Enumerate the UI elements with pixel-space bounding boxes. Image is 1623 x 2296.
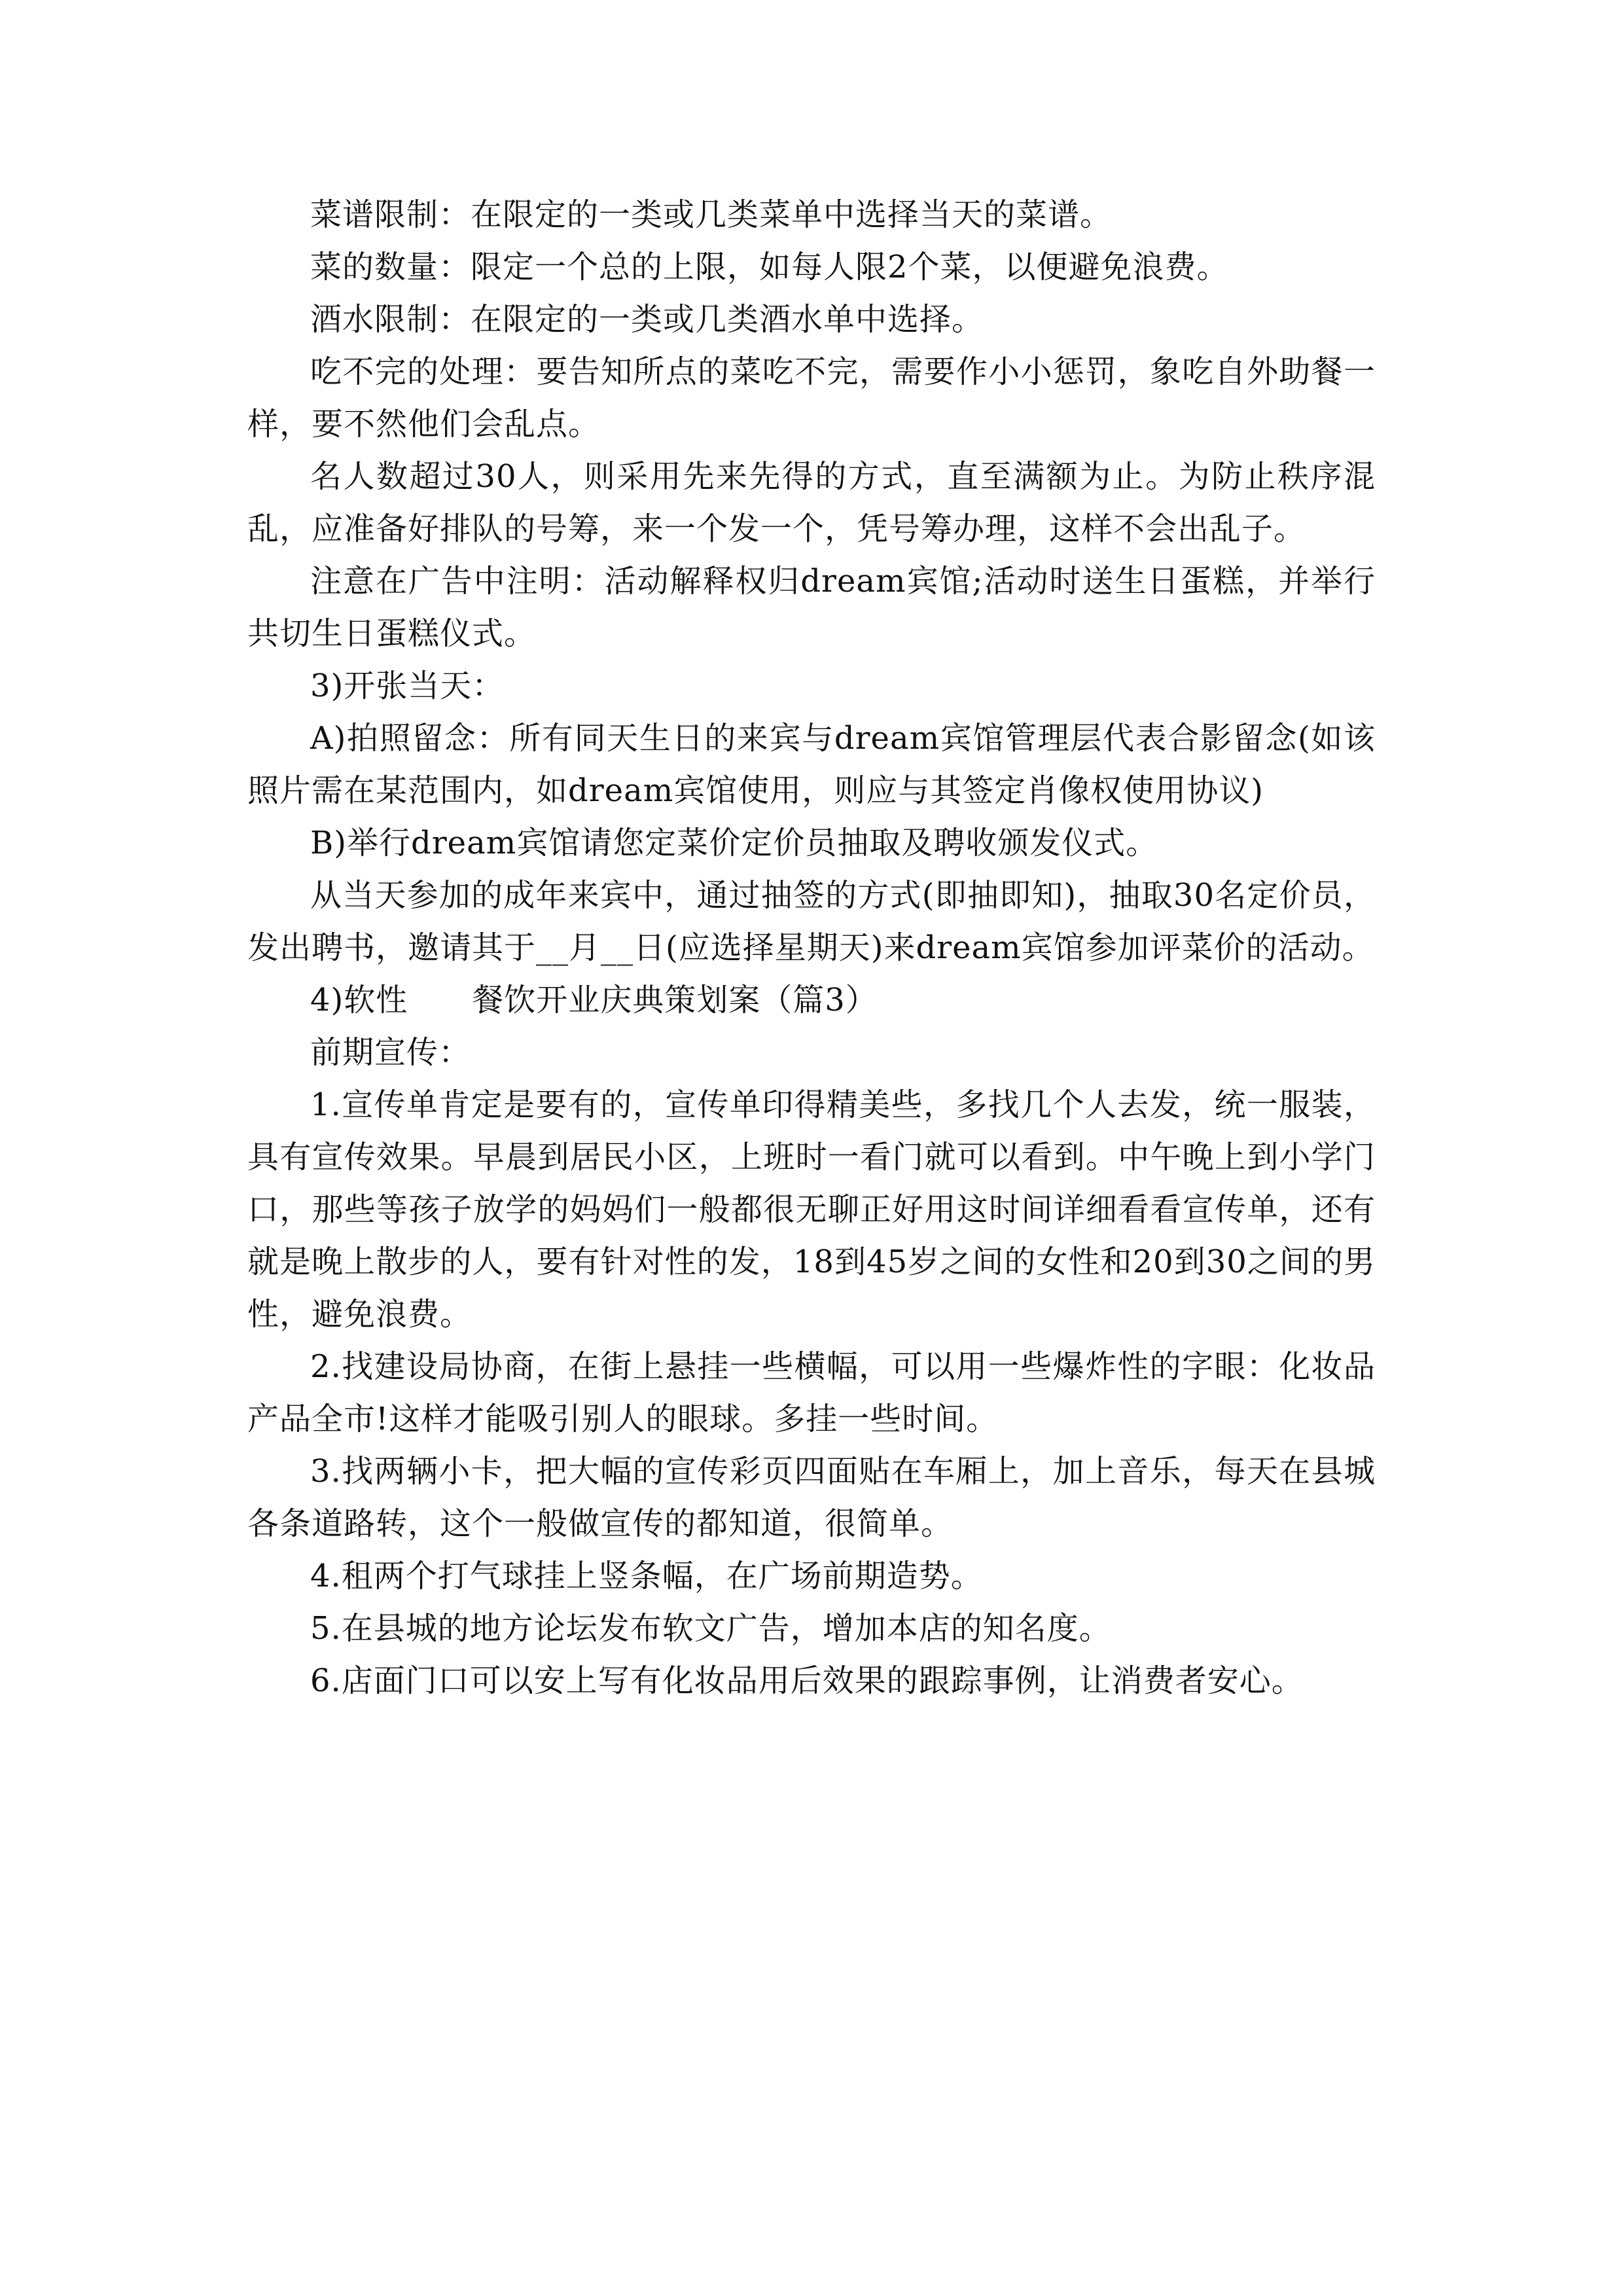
paragraph-storefront-cases: 6.店面门口可以安上写有化妆品用后效果的跟踪事例，让消费者安心。 — [310, 1662, 1304, 1699]
paragraph-forum-ads: 5.在县城的地方论坛发布软文广告，增加本店的知名度。 — [310, 1610, 1111, 1647]
paragraph-opening-day-heading: 3)开张当天： — [310, 668, 505, 704]
paragraph-trucks: 3.找两辆小卡，把大幅的宣传彩页四面贴在车厢上，加上音乐，每天在县城各条道路转，这个一般做宣传的都知道，很简单。 — [247, 1453, 1376, 1542]
paragraph-drinks-limit: 酒水限制：在限定的一类或几类酒水单中选择。 — [310, 301, 984, 338]
paragraph-pricer-selection: 从当天参加的成年来宾中，通过抽签的方式(即抽即知)，抽取30名定价员，发出聘书，邀请其于__月__日(应选择星期天)来dream宾馆参加评菜价的活动。 — [247, 877, 1376, 966]
paragraph-attendance-cap: 名人数超过30人，则采用先来先得的方式，直至满额为止。为防止秩序混乱，应准备好排队的号筹，来一个发一个，凭号筹办理，这样不会出乱子。 — [247, 458, 1376, 547]
paragraph-menu-limit: 菜谱限制：在限定的一类或几类菜单中选择当天的菜谱。 — [310, 196, 1113, 233]
paragraph-photo-souvenir: A)拍照留念：所有同天生日的来宾与dream宾馆管理层代表合影留念(如该照片需在某范围内，如dream宾馆使用，则应与其签定肖像权使用协议) — [247, 720, 1376, 809]
paragraph-dish-quantity: 菜的数量：限定一个总的上限，如每人限2个菜，以便避免浪费。 — [310, 249, 1229, 285]
paragraph-pricer-ceremony: B)举行dream宾馆请您定菜价定价员抽取及聘收颁发仪式。 — [310, 825, 1158, 861]
paragraph-section-heading: 4)软性 餐饮开业庆典策划案（篇3） — [310, 982, 878, 1018]
document-body — [247, 188, 1376, 1707]
paragraph-flyers: 1.宣传单肯定是要有的，宣传单印得精美些，多找几个人去发，统一服装，具有宣传效果。早晨到居民小区，上班时一看门就可以看到。中午晚上到小学门口，那些等孩子放学的妈妈们一般都很无聊正好用这时间详细看看宣传单，还有就是晚上散步的人，要有针对性的发，18到45岁之间的女性和20到30之间的男性，避免浪费。 — [247, 1086, 1376, 1333]
paragraph-balloons: 4.租两个打气球挂上竖条幅，在广场前期造势。 — [310, 1558, 983, 1594]
paragraph-leftover-handling: 吃不完的处理：要告知所点的菜吃不完，需要作小小惩罚，象吃自外助餐一样，要不然他们会乱点。 — [247, 353, 1376, 442]
paragraph-pre-promotion-heading: 前期宣传： — [310, 1034, 471, 1071]
paragraph-ad-notice: 注意在广告中注明：活动解释权归dream宾馆;活动时送生日蛋糕，并举行共切生日蛋糕仪式。 — [247, 563, 1376, 652]
paragraph-banners: 2.找建设局协商，在街上悬挂一些横幅，可以用一些爆炸性的字眼：化妆品产品全市!这样才能吸引别人的眼球。多挂一些时间。 — [247, 1348, 1376, 1437]
